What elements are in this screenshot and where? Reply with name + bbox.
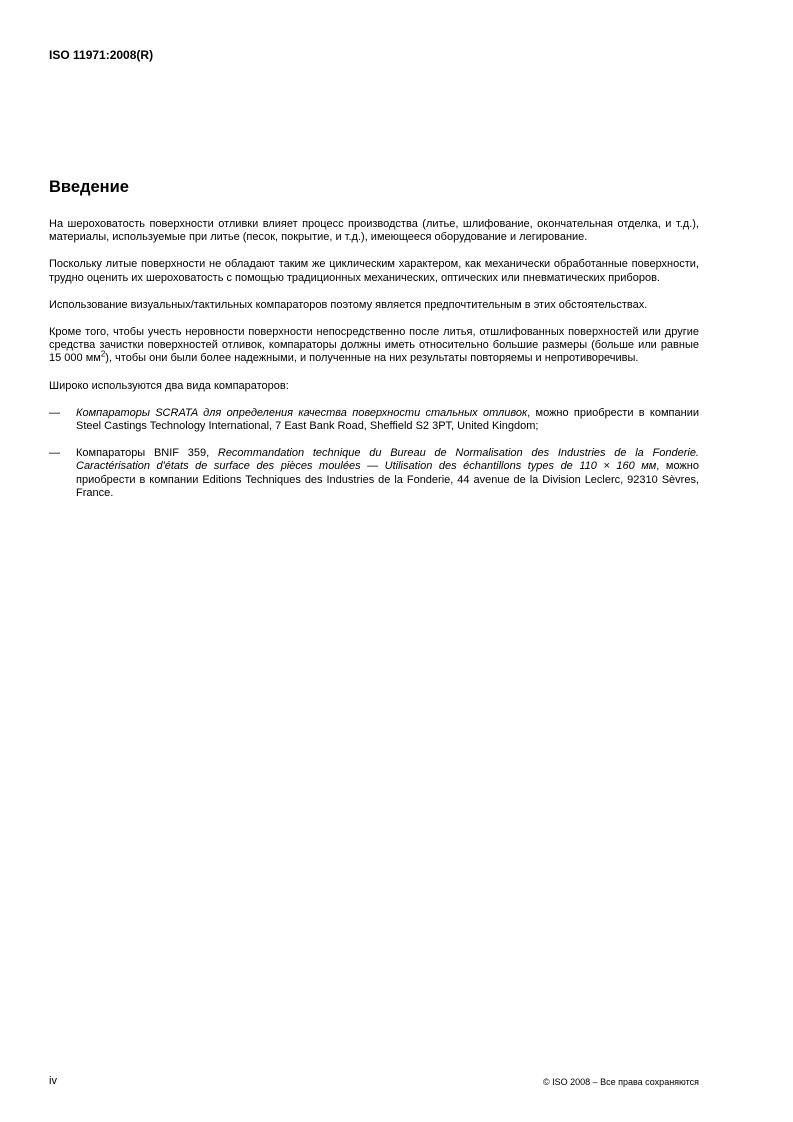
- list-intro: Широко используются два вида компараторов:: [49, 379, 289, 392]
- comparator-list: [49, 407, 699, 500]
- paragraph: На шероховатость поверхности отливки влияет процесс производства (литье, шлифование, окончательная отделка, и т.д.), материалы, используемые при литье (песок, покрытие, и т.д.), имеющееся оборудование и легирование.: [49, 218, 699, 244]
- document-id: ISO 11971:2008(R): [49, 48, 154, 62]
- document-body: [49, 218, 699, 514]
- paragraph: [49, 326, 699, 366]
- paragraph-text: Кроме того, чтобы учесть неровности поверхности непосредственно после литья, отшлифованных поверхностей или другие средства зачистки поверхностей отливок, компараторы должны иметь относительно большие размеры (больше или равные 15 000 мм: [49, 326, 699, 365]
- paragraph: Использование визуальных/тактильных компараторов поэтому является предпочтительным в этих обстоятельствах.: [49, 298, 648, 311]
- list-item-text: Компараторы BNIF 359,: [76, 447, 218, 460]
- paragraph: Поскольку литые поверхности не обладают таким же циклическим характером, как механически обработанные поверхности, трудно оценить их шероховатость с помощью традиционных механических, оптических или пневматических приборов.: [49, 258, 699, 284]
- page-number: iv: [49, 1075, 57, 1087]
- paragraph-text: ), чтобы они были более надежными, и полученные на них результаты повторяемы и непротиворечивы.: [105, 352, 639, 365]
- list-item: [49, 407, 699, 433]
- list-item: [49, 447, 699, 500]
- list-item-text: , можно приобрести в компании Editions Techniques des Industries de la Fonderie, 44 avenue de la Division Leclerc, 92310 Sèvres, France.: [76, 460, 699, 499]
- italic-title: Recommandation technique du Bureau de Normalisation des Industries de la Fonderie. Caractérisation d'états de surface des pièces moulées — Utilisation des échantillons types de 110 × 160 мм: [76, 447, 699, 473]
- section-title: Введение: [49, 178, 129, 196]
- copyright-notice: © ISO 2008 – Все права сохраняются: [542, 1077, 699, 1087]
- superscript: 2: [100, 349, 106, 359]
- italic-title: Компараторы SCRATA для определения качества поверхности стальных отливок: [76, 406, 528, 419]
- dash-bullet: —: [49, 406, 60, 419]
- list-item-text: , можно приобрести в компании Steel Castings Technology International, 7 East Bank Road, Sheffield S2 3PT, United Kingdom;: [76, 406, 699, 433]
- dash-bullet: —: [49, 447, 60, 460]
